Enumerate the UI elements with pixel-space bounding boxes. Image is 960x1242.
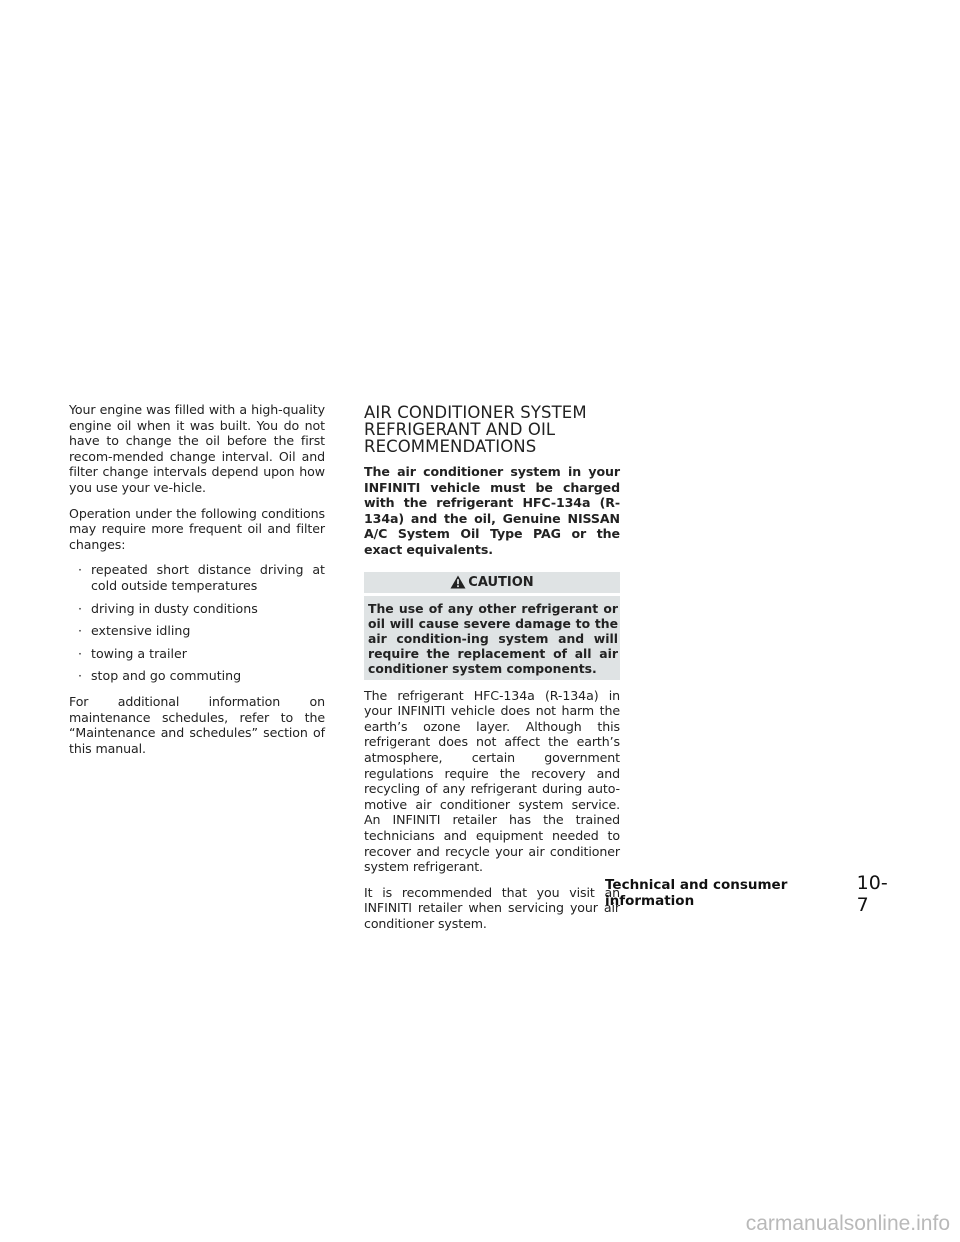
conditions-list (69, 562, 325, 684)
maintenance-reference-paragraph: For additional information on maintenance schedules, refer to the “Maintenance and schedules” section of this manual. (69, 693, 325, 756)
bullet: · (78, 562, 83, 578)
refrigerant-paragraph: The refrigerant HFC-134a (R-134a) in your INFINITI vehicle does not harm the earth’s ozone layer. Although this refrigerant does not affect the earth’s atmosphere, certain government regulations require the recovery and recycling of any refrigerant during auto-motive air conditioner system service. An INFINITI retailer has the trained technicians and equipment needed to recover and recycle your air conditioner system refrigerant. (364, 687, 620, 875)
caution-text: The use of any other refrigerant or oil will cause severe damage to the air condition-ing system and will require the replacement of all air conditioner system components. (364, 596, 620, 680)
section-heading: AIR CONDITIONER SYSTEM REFRIGERANT AND OIL RECOMMENDATIONS (364, 403, 587, 456)
page-number: 10-7 (856, 872, 888, 916)
list-item: · stop and go commuting (78, 668, 242, 684)
bullet: · (78, 668, 83, 684)
refrigerant-intro-paragraph: The air conditioner system in your INFINITI vehicle must be charged with the refrigerant HFC-134a (R-134a) and the oil, Genuine NISSAN A/C System Oil Type PAG or the exact equivalents. (364, 464, 620, 557)
caution-header (364, 572, 620, 593)
right-column (364, 402, 620, 941)
warning-triangle-icon (450, 575, 466, 589)
watermark: carmanualsonline.info (745, 1212, 950, 1235)
bullet: · (78, 600, 83, 616)
list-item: · repeated short distance driving at cold outside temperatures (78, 562, 325, 593)
list-item: · extensive idling (78, 623, 191, 639)
bullet: · (78, 623, 83, 639)
oil-intro-paragraph: Your engine was filled with a high-quality engine oil when it was built. You do not have to change the oil before the first recom-mended change interval. Oil and filter change intervals depend upon how you use your ve-hicle. (69, 402, 325, 495)
bullet: · (78, 645, 83, 661)
list-item: · towing a trailer (78, 645, 187, 661)
footer-section-title: Technical and consumer information (605, 877, 788, 909)
left-column (69, 402, 325, 766)
caution-label: CAUTION (468, 574, 534, 590)
list-item: · driving in dusty conditions (78, 600, 258, 616)
service-recommendation-paragraph: It is recommended that you visit an INFINITI retailer when servicing your air conditioner system. (364, 884, 620, 931)
conditions-intro-paragraph: Operation under the following conditions may require more frequent oil and filter changes: (69, 505, 325, 552)
page-footer (605, 872, 895, 916)
